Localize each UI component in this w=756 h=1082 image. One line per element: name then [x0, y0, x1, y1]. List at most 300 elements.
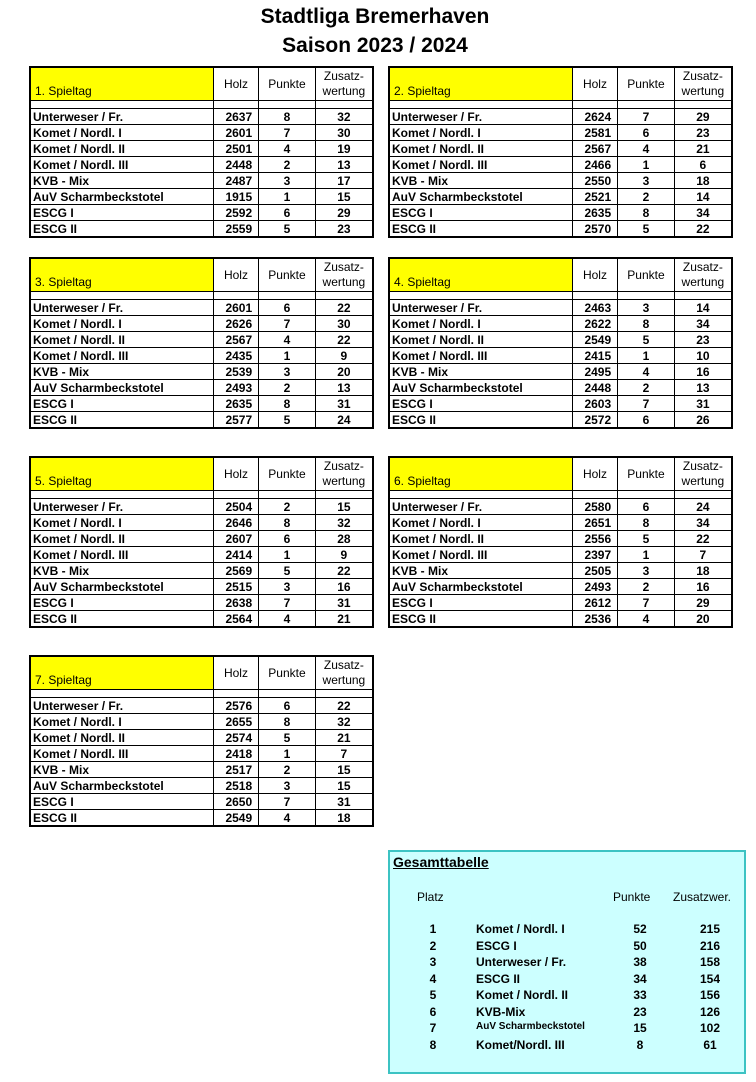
header-zusatzwertung: Zusatzwer. [673, 890, 732, 904]
zusatzwertung-value: 15 [315, 762, 373, 778]
table-row [30, 714, 373, 730]
table-row [30, 515, 373, 531]
holz-value: 2626 [213, 316, 258, 332]
punkte-value: 5 [618, 531, 675, 547]
table-row [389, 380, 732, 396]
holz-value: 2435 [213, 348, 258, 364]
header-punkte: Punkte [618, 457, 675, 491]
table-row [30, 348, 373, 364]
zusatzwertung-value: 23 [315, 221, 373, 238]
punkte-value: 5 [618, 332, 675, 348]
header-holz: Holz [213, 656, 258, 690]
zusatzwertung-value: 21 [315, 730, 373, 746]
team-name: ESCG I [30, 205, 213, 221]
table-row [30, 157, 373, 173]
team-name: Komet / Nordl. I [30, 714, 213, 730]
zusatzwertung-value: 17 [315, 173, 373, 189]
punkte-value: 1 [618, 348, 675, 364]
zusatzwertung-value: 21 [674, 141, 732, 157]
table-row [30, 332, 373, 348]
team-name: Komet / Nordl. II [30, 730, 213, 746]
table-row [30, 173, 373, 189]
holz-value: 2539 [213, 364, 258, 380]
punkte-value: 8 [618, 316, 675, 332]
holz-value: 2448 [213, 157, 258, 173]
table-row [389, 221, 732, 238]
holz-value: 2567 [213, 332, 258, 348]
punkte-value: 3 [618, 563, 675, 579]
holz-value: 2418 [213, 746, 258, 762]
punkte-value: 2 [618, 579, 675, 595]
platz-value: 4 [429, 971, 437, 986]
holz-value: 2603 [572, 396, 617, 412]
header-punkte: Punkte [613, 890, 651, 904]
team-name: Komet / Nordl. III [389, 547, 572, 563]
zusatzwertung-value: 19 [315, 141, 373, 157]
zusatzwertung-value: 34 [674, 205, 732, 221]
header-punkte: Punkte [618, 258, 675, 292]
table-row [389, 563, 732, 579]
holz-value: 2549 [572, 332, 617, 348]
header-holz: Holz [213, 457, 258, 491]
team-name: ESCG I [30, 595, 213, 611]
team-name: Komet / Nordl. I [30, 316, 213, 332]
table-row [30, 300, 373, 316]
holz-value: 2574 [213, 730, 258, 746]
header-zusatzwertung: Zusatz- wertung [315, 67, 373, 101]
punkte-value: 52 [633, 922, 647, 936]
holz-value: 2564 [213, 611, 258, 628]
zusatzwertung-value: 156 [699, 988, 721, 1002]
spieltag-table [29, 257, 374, 429]
holz-value: 2518 [213, 778, 258, 794]
holz-value: 2559 [213, 221, 258, 238]
spieltag-name: 4. Spieltag [389, 258, 572, 292]
header-punkte: Punkte [259, 457, 316, 491]
team-name: AuV Scharmbeckstotel [389, 579, 572, 595]
punkte-value: 15 [633, 1021, 647, 1035]
holz-value: 2495 [572, 364, 617, 380]
zusatzwertung-value: 6 [674, 157, 732, 173]
holz-value: 2550 [572, 173, 617, 189]
team-name: Unterweser / Fr. [389, 109, 572, 125]
holz-value: 2580 [572, 499, 617, 515]
holz-value: 2624 [572, 109, 617, 125]
holz-value: 2607 [213, 531, 258, 547]
table-row [30, 698, 373, 714]
holz-value: 2576 [213, 698, 258, 714]
team-name: KVB - Mix [30, 762, 213, 778]
zusatzwertung-value: 9 [315, 348, 373, 364]
team-name: AuV Scharmbeckstotel [389, 189, 572, 205]
zusatzwertung-value: 34 [674, 515, 732, 531]
team-name: Komet / Nordl. III [30, 547, 213, 563]
holz-value: 2577 [213, 412, 258, 429]
punkte-value: 7 [259, 595, 316, 611]
team-name: Unterweser / Fr. [30, 499, 213, 515]
punkte-value: 34 [633, 971, 647, 986]
punkte-value: 6 [259, 205, 316, 221]
zusatzwertung-value: 154 [699, 971, 721, 986]
holz-value: 2638 [213, 595, 258, 611]
punkte-value: 4 [618, 364, 675, 380]
table-row [30, 189, 373, 205]
team-name: ESCG II [30, 611, 213, 628]
table-row [30, 141, 373, 157]
table-row [30, 762, 373, 778]
zusatzwertung-value: 13 [674, 380, 732, 396]
punkte-value: 1 [259, 746, 316, 762]
table-row [389, 141, 732, 157]
punkte-value: 3 [259, 364, 316, 380]
zusatzwertung-value: 32 [315, 515, 373, 531]
holz-value: 2487 [213, 173, 258, 189]
zusatzwertung-value: 24 [674, 499, 732, 515]
table-row [389, 547, 732, 563]
team-name: ESCG I [30, 396, 213, 412]
punkte-value: 6 [618, 125, 675, 141]
header-zusatzwertung: Zusatz- wertung [315, 656, 373, 690]
zusatzwertung-value: 26 [674, 412, 732, 429]
header-zusatzwertung: Zusatz- wertung [674, 457, 732, 491]
table-row [30, 778, 373, 794]
team-name: Komet / Nordl. III [30, 157, 213, 173]
team-name: Unterweser / Fr. [30, 109, 213, 125]
platz-value: 5 [429, 988, 437, 1002]
holz-value: 2635 [213, 396, 258, 412]
zusatzwertung-value: 61 [703, 1037, 717, 1052]
team-name: ESCG II [30, 810, 213, 827]
holz-value: 2572 [572, 412, 617, 429]
holz-value: 2448 [572, 380, 617, 396]
punkte-value: 1 [618, 547, 675, 563]
holz-value: 2601 [213, 300, 258, 316]
zusatzwertung-value: 29 [674, 595, 732, 611]
punkte-value: 3 [618, 173, 675, 189]
header-zusatzwertung: Zusatz- wertung [674, 67, 732, 101]
header-holz: Holz [572, 67, 617, 101]
table-row [389, 412, 732, 429]
holz-value: 2397 [572, 547, 617, 563]
punkte-value: 8 [618, 515, 675, 531]
table-row [30, 396, 373, 412]
punkte-value: 2 [259, 380, 316, 396]
team-name: Komet / Nordl. III [389, 157, 572, 173]
table-row [389, 332, 732, 348]
spieltag-name: 3. Spieltag [30, 258, 213, 292]
holz-value: 2504 [213, 499, 258, 515]
table-row [30, 730, 373, 746]
table-row [30, 810, 373, 827]
punkte-value: 4 [259, 810, 316, 827]
table-row [30, 125, 373, 141]
table-row [30, 595, 373, 611]
zusatzwertung-value: 20 [315, 364, 373, 380]
team-name: Unterweser / Fr. [30, 300, 213, 316]
holz-value: 2646 [213, 515, 258, 531]
platz-value: 7 [429, 1021, 437, 1035]
punkte-value: 5 [259, 412, 316, 429]
holz-value: 2622 [572, 316, 617, 332]
header-punkte: Punkte [259, 67, 316, 101]
team-name: ESCG I [30, 794, 213, 810]
punkte-value: 8 [636, 1037, 644, 1052]
header-punkte: Punkte [618, 67, 675, 101]
team-name: ESCG II [389, 611, 572, 628]
zusatzwertung-value: 22 [315, 698, 373, 714]
table-row [389, 499, 732, 515]
zusatzwertung-value: 18 [674, 563, 732, 579]
punkte-value: 50 [633, 938, 647, 953]
header-zusatzwertung: Zusatz- wertung [674, 258, 732, 292]
platz-value: 3 [429, 955, 437, 969]
platz-value: 2 [429, 938, 437, 953]
table-row [389, 396, 732, 412]
gesamttabelle-title: Gesamttabelle [393, 854, 489, 870]
team-name: Komet / Nordl. I [389, 125, 572, 141]
punkte-value: 6 [259, 300, 316, 316]
table-row [389, 531, 732, 547]
zusatzwertung-value: 18 [674, 173, 732, 189]
punkte-value: 3 [618, 300, 675, 316]
team-name: Unterweser / Fr. [389, 300, 572, 316]
table-row [30, 611, 373, 628]
table-row [389, 348, 732, 364]
platz-value: 6 [429, 1004, 437, 1019]
team-name: ESCG II [30, 412, 213, 429]
table-row [389, 595, 732, 611]
table-row [389, 189, 732, 205]
holz-value: 2517 [213, 762, 258, 778]
table-row [389, 205, 732, 221]
holz-value: 2651 [572, 515, 617, 531]
holz-value: 2501 [213, 141, 258, 157]
platz-value: 8 [429, 1037, 437, 1052]
zusatzwertung-value: 14 [674, 189, 732, 205]
table-row [389, 515, 732, 531]
holz-value: 2567 [572, 141, 617, 157]
team-name: Komet / Nordl. II [389, 141, 572, 157]
holz-value: 2466 [572, 157, 617, 173]
holz-value: 2521 [572, 189, 617, 205]
zusatzwertung-value: 20 [674, 611, 732, 628]
table-row [389, 579, 732, 595]
zusatzwertung-value: 14 [674, 300, 732, 316]
holz-value: 2581 [572, 125, 617, 141]
zusatzwertung-value: 16 [674, 364, 732, 380]
punkte-value: 5 [618, 221, 675, 238]
zusatzwertung-value: 216 [699, 938, 721, 953]
team-name: Komet / Nordl. I [30, 515, 213, 531]
table-row [389, 300, 732, 316]
team-name: Unterweser / Fr. [476, 955, 567, 969]
zusatzwertung-value: 24 [315, 412, 373, 429]
zusatzwertung-value: 31 [315, 396, 373, 412]
punkte-value: 5 [259, 563, 316, 579]
team-name: AuV Scharmbeckstotel [30, 778, 213, 794]
zusatzwertung-value: 28 [315, 531, 373, 547]
team-name: Komet / Nordl. III [30, 348, 213, 364]
team-name: Komet / Nordl. II [30, 141, 213, 157]
team-name: KVB - Mix [389, 364, 572, 380]
holz-value: 2505 [572, 563, 617, 579]
zusatzwertung-value: 29 [674, 109, 732, 125]
table-row [30, 547, 373, 563]
table-row [30, 746, 373, 762]
team-name: Unterweser / Fr. [30, 698, 213, 714]
punkte-value: 6 [259, 531, 316, 547]
holz-value: 2493 [213, 380, 258, 396]
zusatzwertung-value: 31 [674, 396, 732, 412]
zusatzwertung-value: 22 [674, 531, 732, 547]
punkte-value: 23 [633, 1004, 647, 1019]
punkte-value: 2 [618, 189, 675, 205]
team-name: Komet / Nordl. II [30, 332, 213, 348]
zusatzwertung-value: 13 [315, 157, 373, 173]
team-name: Unterweser / Fr. [389, 499, 572, 515]
holz-value: 2515 [213, 579, 258, 595]
spieltag-name: 7. Spieltag [30, 656, 213, 690]
zusatzwertung-value: 22 [315, 563, 373, 579]
punkte-value: 4 [259, 141, 316, 157]
table-row [30, 205, 373, 221]
punkte-value: 8 [259, 714, 316, 730]
spieltag-name: 5. Spieltag [30, 457, 213, 491]
gesamttabelle [388, 850, 746, 1074]
table-row [30, 794, 373, 810]
punkte-value: 8 [259, 109, 316, 125]
holz-value: 2570 [572, 221, 617, 238]
punkte-value: 8 [259, 515, 316, 531]
punkte-value: 3 [259, 579, 316, 595]
zusatzwertung-value: 32 [315, 109, 373, 125]
zusatzwertung-value: 7 [315, 746, 373, 762]
spieltag-name: 6. Spieltag [389, 457, 572, 491]
punkte-value: 4 [618, 141, 675, 157]
zusatzwertung-value: 23 [674, 332, 732, 348]
table-row [389, 364, 732, 380]
team-name: ESCG II [389, 221, 572, 238]
spieltag-table [388, 456, 733, 628]
table-row [389, 173, 732, 189]
punkte-value: 7 [618, 109, 675, 125]
spieltag-table [388, 257, 733, 429]
punkte-value: 8 [618, 205, 675, 221]
zusatzwertung-value: 22 [315, 332, 373, 348]
table-row [30, 316, 373, 332]
page-title: Stadtliga Bremerhaven [260, 5, 490, 28]
header-holz: Holz [213, 67, 258, 101]
table-row [30, 531, 373, 547]
zusatzwertung-value: 29 [315, 205, 373, 221]
team-name: ESCG I [476, 938, 517, 953]
table-row [389, 316, 732, 332]
punkte-value: 2 [259, 157, 316, 173]
holz-value: 2415 [572, 348, 617, 364]
punkte-value: 1 [259, 547, 316, 563]
zusatzwertung-value: 30 [315, 316, 373, 332]
header-zusatzwertung: Zusatz- wertung [315, 258, 373, 292]
team-name: KVB - Mix [30, 173, 213, 189]
zusatzwertung-value: 16 [674, 579, 732, 595]
punkte-value: 7 [259, 125, 316, 141]
team-name: AuV Scharmbeckstotel [30, 380, 213, 396]
punkte-value: 1 [259, 189, 316, 205]
zusatzwertung-value: 31 [315, 595, 373, 611]
header-holz: Holz [572, 258, 617, 292]
team-name: ESCG I [389, 595, 572, 611]
zusatzwertung-value: 126 [699, 1004, 721, 1019]
holz-value: 2556 [572, 531, 617, 547]
header-zusatzwertung: Zusatz- wertung [315, 457, 373, 491]
team-name: AuV Scharmbeckstotel [476, 1021, 585, 1032]
zusatzwertung-value: 21 [315, 611, 373, 628]
zusatzwertung-value: 10 [674, 348, 732, 364]
team-name: Komet/Nordl. III [476, 1037, 565, 1052]
team-name: KVB - Mix [389, 563, 572, 579]
zusatzwertung-value: 13 [315, 380, 373, 396]
punkte-value: 6 [618, 412, 675, 429]
holz-value: 2650 [213, 794, 258, 810]
zusatzwertung-value: 22 [674, 221, 732, 238]
holz-value: 2536 [572, 611, 617, 628]
holz-value: 2414 [213, 547, 258, 563]
team-name: ESCG II [30, 221, 213, 238]
punkte-value: 7 [259, 794, 316, 810]
zusatzwertung-value: 9 [315, 547, 373, 563]
punkte-value: 38 [633, 955, 647, 969]
spieltag-table [29, 66, 374, 238]
punkte-value: 7 [618, 595, 675, 611]
holz-value: 2493 [572, 579, 617, 595]
zusatzwertung-value: 15 [315, 778, 373, 794]
page-subtitle: Saison 2023 / 2024 [282, 34, 468, 57]
table-row [389, 125, 732, 141]
holz-value: 2592 [213, 205, 258, 221]
zusatzwertung-value: 31 [315, 794, 373, 810]
zusatzwertung-value: 102 [699, 1021, 721, 1035]
punkte-value: 5 [259, 221, 316, 238]
team-name: Komet / Nordl. II [476, 988, 569, 1002]
punkte-value: 1 [259, 348, 316, 364]
platz-value: 1 [429, 922, 437, 936]
team-name: Komet / Nordl. II [389, 531, 572, 547]
zusatzwertung-value: 32 [315, 714, 373, 730]
team-name: Komet / Nordl. I [476, 922, 565, 936]
team-name: ESCG II [476, 971, 521, 986]
punkte-value: 33 [633, 988, 647, 1002]
punkte-value: 2 [259, 762, 316, 778]
holz-value: 2549 [213, 810, 258, 827]
header-holz: Holz [572, 457, 617, 491]
spieltag-table [29, 655, 374, 827]
holz-value: 1915 [213, 189, 258, 205]
zusatzwertung-value: 158 [699, 955, 721, 969]
team-name: KVB - Mix [389, 173, 572, 189]
punkte-value: 4 [259, 611, 316, 628]
punkte-value: 2 [259, 499, 316, 515]
table-row [30, 579, 373, 595]
team-name: Komet / Nordl. II [389, 332, 572, 348]
team-name: Komet / Nordl. III [30, 746, 213, 762]
zusatzwertung-value: 23 [674, 125, 732, 141]
holz-value: 2637 [213, 109, 258, 125]
zusatzwertung-value: 30 [315, 125, 373, 141]
header-punkte: Punkte [259, 656, 316, 690]
zusatzwertung-value: 15 [315, 499, 373, 515]
table-row [30, 221, 373, 238]
zusatzwertung-value: 16 [315, 579, 373, 595]
